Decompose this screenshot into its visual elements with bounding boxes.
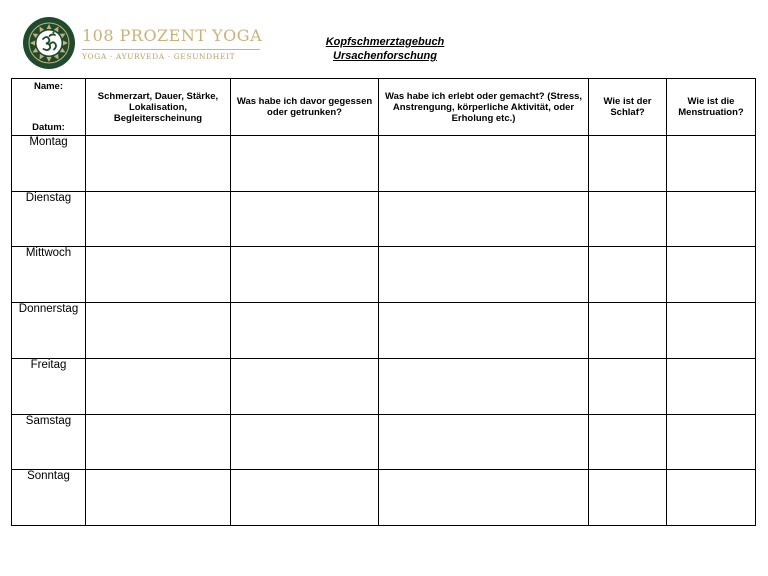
logo xyxy=(22,16,263,70)
pain-cell[interactable] xyxy=(86,247,231,303)
menstruation-cell[interactable] xyxy=(667,191,756,247)
day-label: Donnerstag xyxy=(12,303,86,359)
day-label: Freitag xyxy=(12,358,86,414)
sleep-cell[interactable] xyxy=(589,136,667,192)
column-header-activity: Was habe ich erlebt oder gemacht? (Stress, Anstrengung, körperliche Aktivität, oder Erholung etc.) xyxy=(379,79,589,136)
table-row xyxy=(12,247,756,303)
day-label: Samstag xyxy=(12,414,86,470)
activity-cell[interactable] xyxy=(379,303,589,359)
date-label: Datum: xyxy=(32,122,65,133)
table-row xyxy=(12,470,756,526)
pain-cell[interactable] xyxy=(86,470,231,526)
sleep-cell[interactable] xyxy=(589,247,667,303)
day-label: Mittwoch xyxy=(12,247,86,303)
day-label: Montag xyxy=(12,136,86,192)
activity-cell[interactable] xyxy=(379,358,589,414)
column-header-pain: Schmerzart, Dauer, Stärke, Lokalisation, Begleiterscheinung xyxy=(86,79,231,136)
pain-cell[interactable] xyxy=(86,191,231,247)
table-row xyxy=(12,414,756,470)
menstruation-cell[interactable] xyxy=(667,247,756,303)
food-cell[interactable] xyxy=(231,247,379,303)
food-cell[interactable] xyxy=(231,136,379,192)
activity-cell[interactable] xyxy=(379,414,589,470)
food-cell[interactable] xyxy=(231,470,379,526)
table-row xyxy=(12,358,756,414)
menstruation-cell[interactable] xyxy=(667,358,756,414)
name-date-header xyxy=(12,79,86,136)
logo-divider xyxy=(82,49,260,50)
food-cell[interactable] xyxy=(231,191,379,247)
menstruation-cell[interactable] xyxy=(667,303,756,359)
day-label: Sonntag xyxy=(12,470,86,526)
title-line-2: Ursachenforschung xyxy=(333,50,437,62)
sleep-cell[interactable] xyxy=(589,191,667,247)
header-row xyxy=(12,79,756,136)
table-row xyxy=(12,136,756,192)
column-header-sleep: Wie ist der Schlaf? xyxy=(589,79,667,136)
headache-diary-table xyxy=(11,78,756,526)
column-header-menstruation: Wie ist die Menstruation? xyxy=(667,79,756,136)
logo-tagline: YOGA · AYURVEDA · GESUNDHEIT xyxy=(82,52,236,61)
sleep-cell[interactable] xyxy=(589,470,667,526)
day-label: Dienstag xyxy=(12,191,86,247)
menstruation-cell[interactable] xyxy=(667,414,756,470)
sleep-cell[interactable] xyxy=(589,303,667,359)
activity-cell[interactable] xyxy=(379,470,589,526)
name-label: Name: xyxy=(33,81,64,92)
om-symbol-icon xyxy=(22,16,76,70)
logo-name: 108 PROZENT YOGA xyxy=(82,26,263,45)
document-title xyxy=(300,35,470,63)
activity-cell[interactable] xyxy=(379,136,589,192)
activity-cell[interactable] xyxy=(379,247,589,303)
table-row xyxy=(12,191,756,247)
table-row xyxy=(12,303,756,359)
title-line-1: Kopfschmerztagebuch xyxy=(325,36,445,48)
food-cell[interactable] xyxy=(231,414,379,470)
food-cell[interactable] xyxy=(231,358,379,414)
food-cell[interactable] xyxy=(231,303,379,359)
column-header-food: Was habe ich davor gegessen oder getrunken? xyxy=(231,79,379,136)
pain-cell[interactable] xyxy=(86,303,231,359)
pain-cell[interactable] xyxy=(86,414,231,470)
sleep-cell[interactable] xyxy=(589,358,667,414)
pain-cell[interactable] xyxy=(86,136,231,192)
activity-cell[interactable] xyxy=(379,191,589,247)
sleep-cell[interactable] xyxy=(589,414,667,470)
menstruation-cell[interactable] xyxy=(667,136,756,192)
menstruation-cell[interactable] xyxy=(667,470,756,526)
pain-cell[interactable] xyxy=(86,358,231,414)
